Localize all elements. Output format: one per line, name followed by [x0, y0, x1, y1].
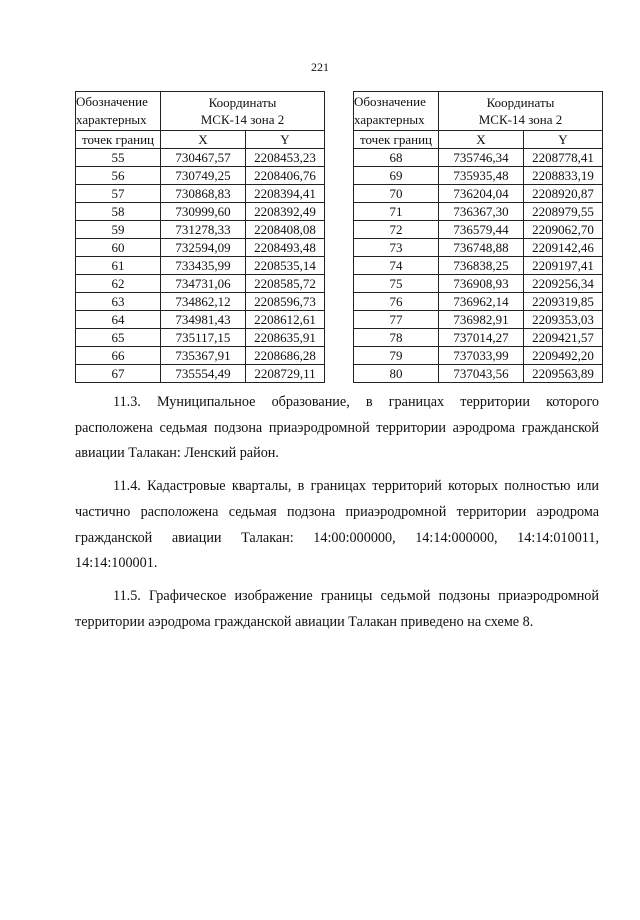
- y-coordinate-cell: 2208979,55: [524, 203, 603, 221]
- header-label-line3: точек границ: [354, 131, 439, 149]
- x-coordinate-cell: 737043,56: [439, 365, 524, 383]
- page-number: 221: [311, 60, 329, 74]
- header-coordinates: [439, 92, 603, 131]
- point-number-cell: 78: [354, 329, 439, 347]
- y-coordinate-cell: 2208596,73: [246, 293, 325, 311]
- paragraph-11-4: 11.4. Кадастровые кварталы, в границах территорий которых полностью или частично расположена седьмая подзона приаэродромной территории аэродрома гражданской авиации Талакан: 14:00:000000, 14:14:000000, 14:14:010011, 14:14:100001.: [75, 478, 599, 572]
- x-coordinate-cell: 732594,09: [161, 239, 246, 257]
- table-row: [76, 275, 325, 293]
- header-label-line: характерных: [354, 112, 425, 127]
- table-row: [76, 239, 325, 257]
- y-coordinate-cell: 2208394,41: [246, 185, 325, 203]
- x-coordinate-cell: 734731,06: [161, 275, 246, 293]
- table-row: [76, 149, 325, 167]
- table-row: [76, 203, 325, 221]
- point-number-cell: 71: [354, 203, 439, 221]
- point-number-cell: 79: [354, 347, 439, 365]
- point-number-cell: 72: [354, 221, 439, 239]
- y-coordinate-cell: 2208833,19: [524, 167, 603, 185]
- point-number-cell: 60: [76, 239, 161, 257]
- table-row: [354, 167, 603, 185]
- table-row: [354, 329, 603, 347]
- y-coordinate-cell: 2208406,76: [246, 167, 325, 185]
- x-coordinate-cell: 736838,25: [439, 257, 524, 275]
- x-coordinate-cell: 735554,49: [161, 365, 246, 383]
- y-coordinate-cell: 2208635,91: [246, 329, 325, 347]
- y-coordinate-cell: 2208392,49: [246, 203, 325, 221]
- table-row: [354, 275, 603, 293]
- header-coords-line: Координаты: [208, 95, 277, 110]
- table-row: [354, 203, 603, 221]
- y-coordinate-cell: 2208920,87: [524, 185, 603, 203]
- header-label-line3: точек границ: [76, 131, 161, 149]
- x-coordinate-cell: 737033,99: [439, 347, 524, 365]
- y-coordinate-cell: 2208535,14: [246, 257, 325, 275]
- x-coordinate-cell: 733435,99: [161, 257, 246, 275]
- y-coordinate-cell: 2209256,34: [524, 275, 603, 293]
- x-coordinate-cell: 735935,48: [439, 167, 524, 185]
- header-coords-line: МСК-14 зона 2: [200, 112, 285, 127]
- y-coordinate-cell: 2209421,57: [524, 329, 603, 347]
- table-row: [76, 329, 325, 347]
- table-row: [76, 221, 325, 239]
- y-coordinate-cell: 2208408,08: [246, 221, 325, 239]
- point-number-cell: 70: [354, 185, 439, 203]
- header-coords-line: МСК-14 зона 2: [478, 112, 563, 127]
- table-row: [354, 365, 603, 383]
- table-row: [354, 347, 603, 365]
- point-number-cell: 64: [76, 311, 161, 329]
- y-coordinate-cell: 2209142,46: [524, 239, 603, 257]
- x-coordinate-cell: 730868,83: [161, 185, 246, 203]
- table-row: [354, 311, 603, 329]
- x-coordinate-cell: 736748,88: [439, 239, 524, 257]
- point-number-cell: 67: [76, 365, 161, 383]
- point-number-cell: 76: [354, 293, 439, 311]
- header-label-line: Обозначение: [354, 94, 426, 109]
- point-number-cell: 56: [76, 167, 161, 185]
- coordinates-table-left: [75, 91, 325, 383]
- header-coords-line: Координаты: [486, 95, 555, 110]
- header-col-x: X: [161, 131, 246, 149]
- table-row: [354, 293, 603, 311]
- table-row: [354, 257, 603, 275]
- header-coordinates: [161, 92, 325, 131]
- x-coordinate-cell: 734981,43: [161, 311, 246, 329]
- point-number-cell: 57: [76, 185, 161, 203]
- table-row: [76, 257, 325, 275]
- point-number-cell: 65: [76, 329, 161, 347]
- header-col-y: Y: [524, 131, 603, 149]
- header-point-label: [354, 92, 439, 131]
- x-coordinate-cell: 735746,34: [439, 149, 524, 167]
- x-coordinate-cell: 731278,33: [161, 221, 246, 239]
- x-coordinate-cell: 730467,57: [161, 149, 246, 167]
- x-coordinate-cell: 730749,25: [161, 167, 246, 185]
- x-coordinate-cell: 735367,91: [161, 347, 246, 365]
- x-coordinate-cell: 736579,44: [439, 221, 524, 239]
- header-point-label: [76, 92, 161, 131]
- point-number-cell: 73: [354, 239, 439, 257]
- y-coordinate-cell: 2209319,85: [524, 293, 603, 311]
- x-coordinate-cell: 736204,04: [439, 185, 524, 203]
- point-number-cell: 68: [354, 149, 439, 167]
- table-row: [354, 149, 603, 167]
- x-coordinate-cell: 736908,93: [439, 275, 524, 293]
- y-coordinate-cell: 2208778,41: [524, 149, 603, 167]
- x-coordinate-cell: 734862,12: [161, 293, 246, 311]
- point-number-cell: 62: [76, 275, 161, 293]
- y-coordinate-cell: 2208585,72: [246, 275, 325, 293]
- point-number-cell: 69: [354, 167, 439, 185]
- point-number-cell: 80: [354, 365, 439, 383]
- table-row: [354, 185, 603, 203]
- table-row: [76, 185, 325, 203]
- y-coordinate-cell: 2209062,70: [524, 221, 603, 239]
- table-row: [76, 293, 325, 311]
- y-coordinate-cell: 2208729,11: [246, 365, 325, 383]
- y-coordinate-cell: 2208453,23: [246, 149, 325, 167]
- header-label-line: характерных: [76, 112, 147, 127]
- point-number-cell: 59: [76, 221, 161, 239]
- table-row: [76, 347, 325, 365]
- x-coordinate-cell: 736962,14: [439, 293, 524, 311]
- y-coordinate-cell: 2209353,03: [524, 311, 603, 329]
- y-coordinate-cell: 2208686,28: [246, 347, 325, 365]
- x-coordinate-cell: 735117,15: [161, 329, 246, 347]
- paragraph-11-3: 11.3. Муниципальное образование, в границах территории которого расположена седьмая подзона приаэродромной территории аэродрома гражданской авиации Талакан: Ленский район.: [75, 394, 599, 462]
- point-number-cell: 75: [354, 275, 439, 293]
- x-coordinate-cell: 736982,91: [439, 311, 524, 329]
- point-number-cell: 74: [354, 257, 439, 275]
- x-coordinate-cell: 737014,27: [439, 329, 524, 347]
- table-row: [76, 167, 325, 185]
- x-coordinate-cell: 736367,30: [439, 203, 524, 221]
- point-number-cell: 77: [354, 311, 439, 329]
- header-label-line: Обозначение: [76, 94, 148, 109]
- point-number-cell: 58: [76, 203, 161, 221]
- point-number-cell: 55: [76, 149, 161, 167]
- table-row: [354, 239, 603, 257]
- table-row: [354, 221, 603, 239]
- point-number-cell: 61: [76, 257, 161, 275]
- header-col-y: Y: [246, 131, 325, 149]
- point-number-cell: 66: [76, 347, 161, 365]
- table-row: [76, 365, 325, 383]
- y-coordinate-cell: 2209197,41: [524, 257, 603, 275]
- y-coordinate-cell: 2209563,89: [524, 365, 603, 383]
- body-text: [75, 390, 599, 642]
- header-col-x: X: [439, 131, 524, 149]
- paragraph-11-5: 11.5. Графическое изображение границы седьмой подзоны приаэродромной территории аэродрома гражданской авиации Талакан приведено на схеме 8.: [75, 587, 599, 630]
- table-row: [76, 311, 325, 329]
- x-coordinate-cell: 730999,60: [161, 203, 246, 221]
- y-coordinate-cell: 2209492,20: [524, 347, 603, 365]
- coordinates-table-right: [353, 91, 603, 383]
- y-coordinate-cell: 2208493,48: [246, 239, 325, 257]
- y-coordinate-cell: 2208612,61: [246, 311, 325, 329]
- point-number-cell: 63: [76, 293, 161, 311]
